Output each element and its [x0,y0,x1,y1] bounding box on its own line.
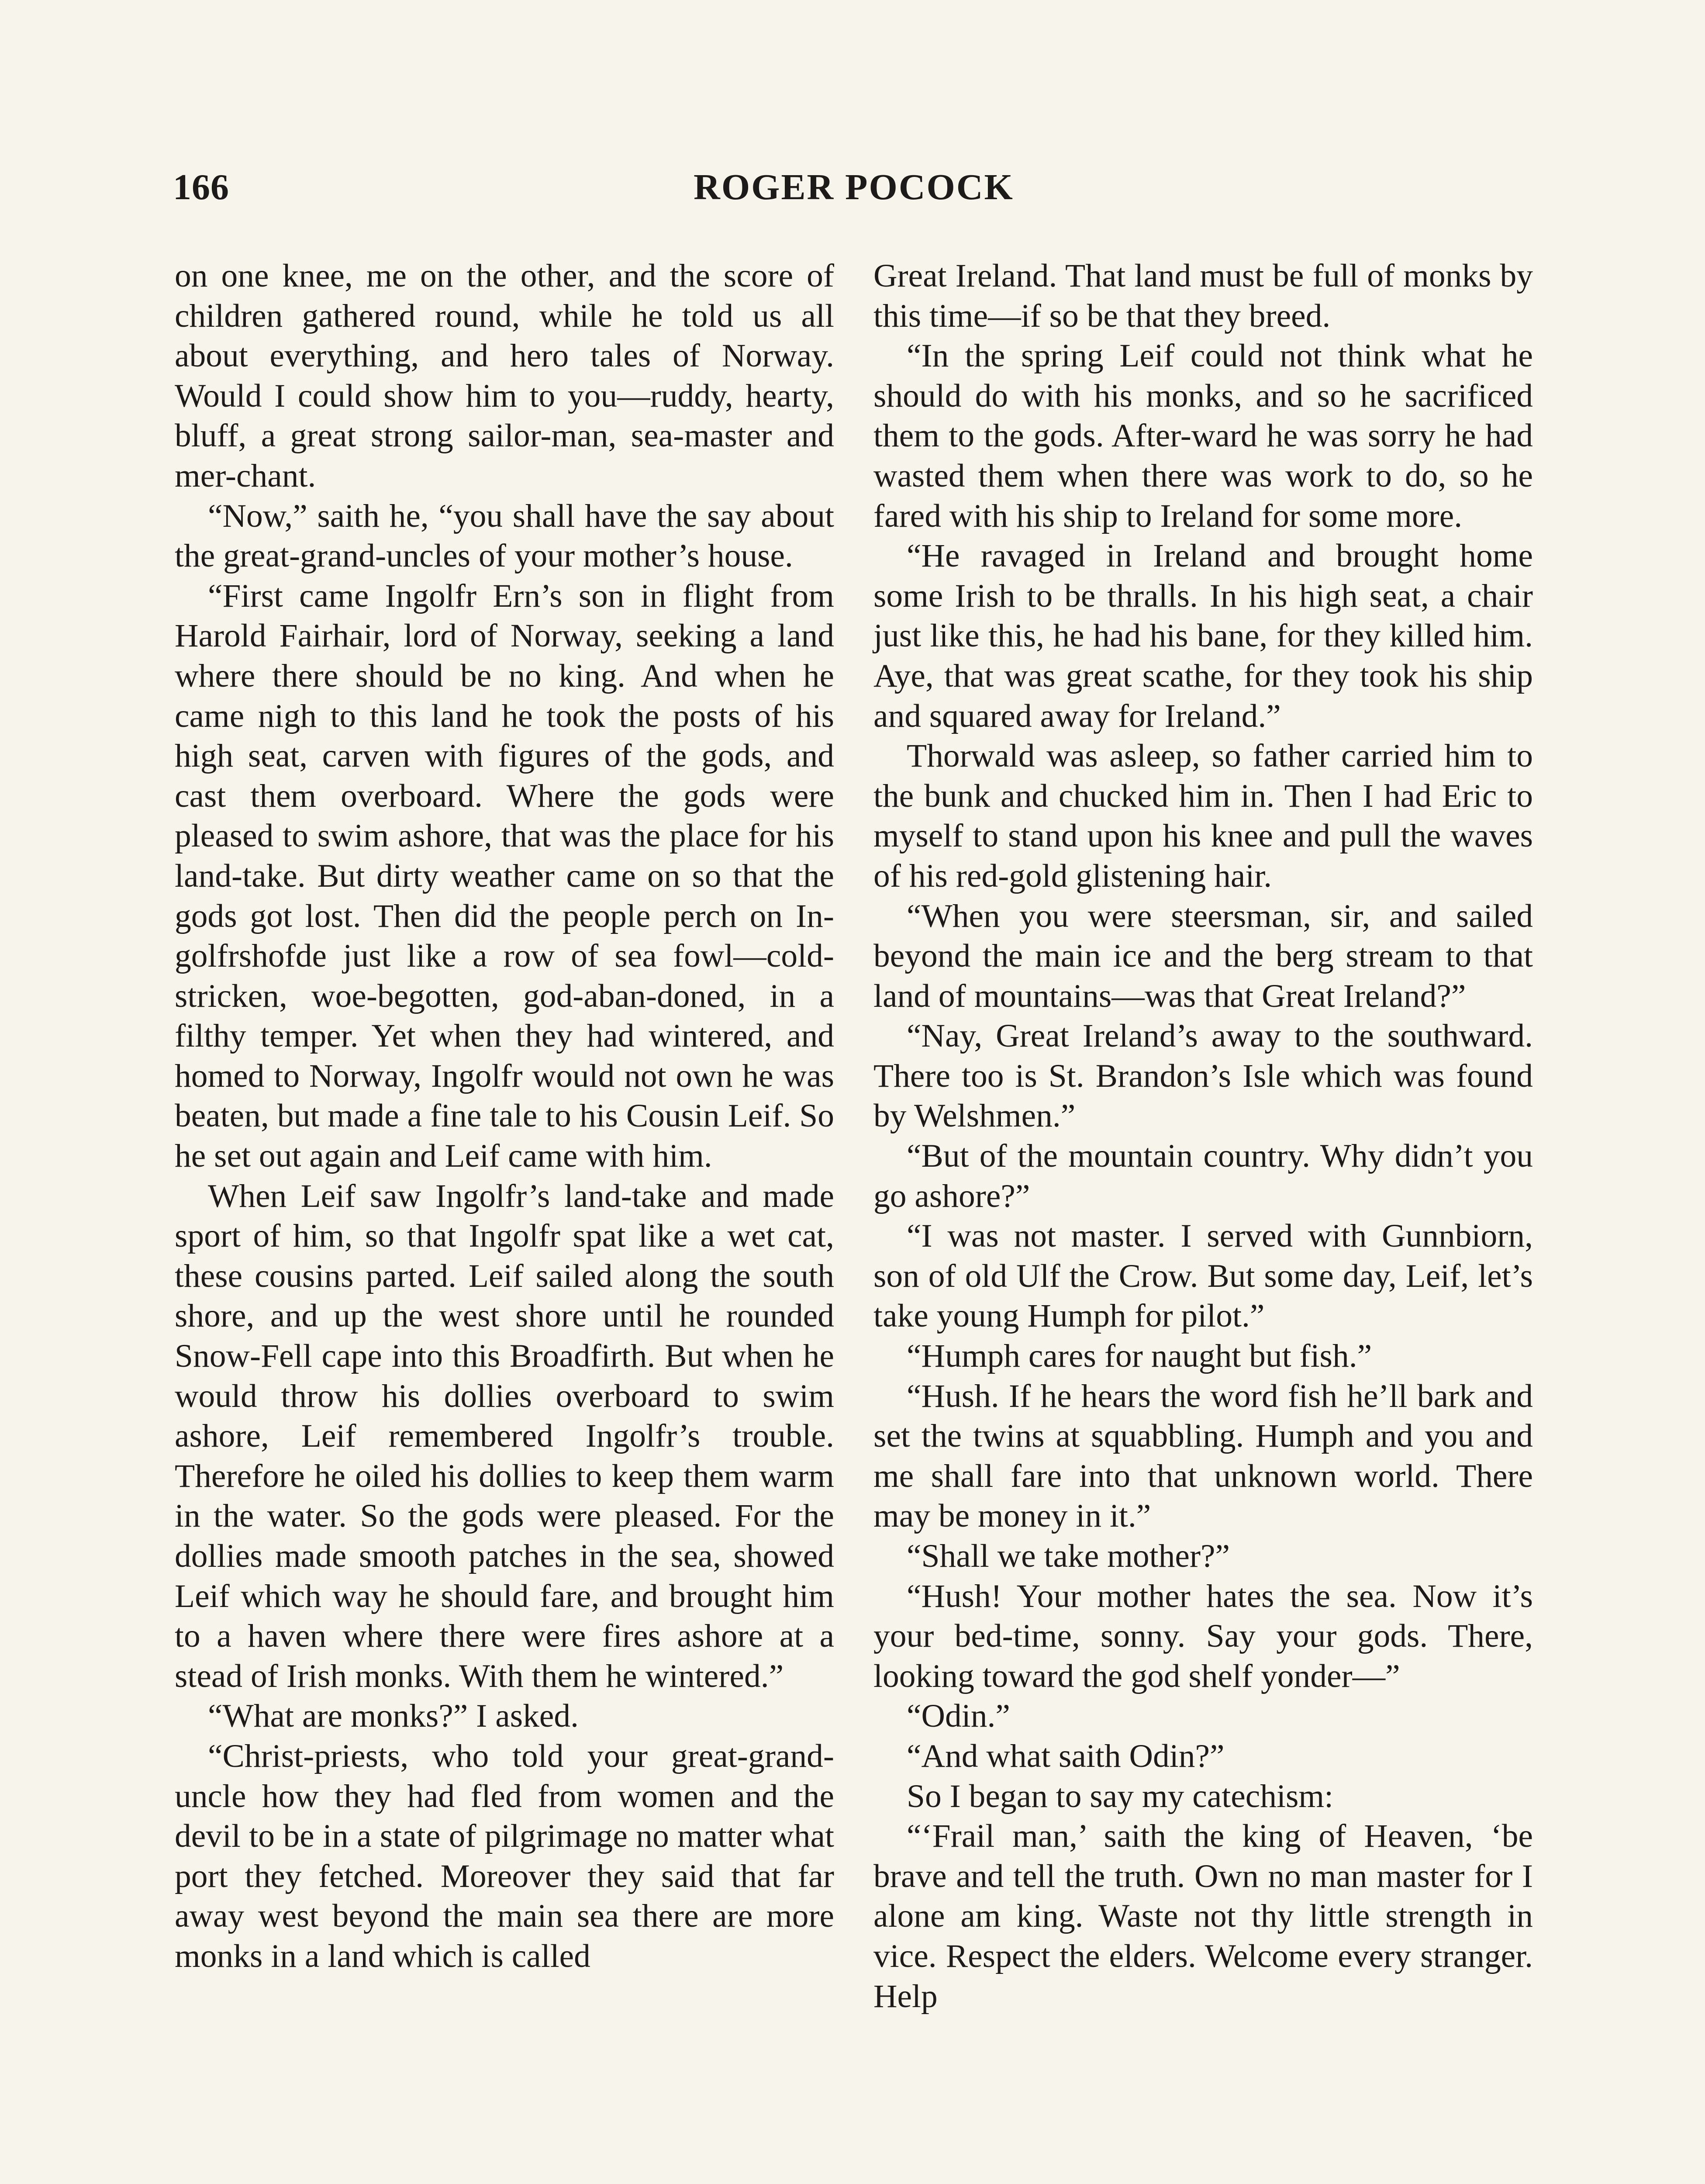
paragraph: “Now,” saith he, “you shall have the say about the great-grand-uncles of your mother’s house. [175,498,834,574]
paragraph: “Hush. If he hears the word fish he’ll bark and set the twins at squabbling. Humph and you and me shall fare into that unknown world. There may be money in it.” [873,1378,1533,1534]
paragraph: Great Ireland. That land must be full of monks by this time—if so be that they breed. [873,258,1533,334]
paragraph: “He ravaged in Ireland and brought home some Irish to be thralls. In his high seat, a chair just like this, he had his bane, for they killed him. Aye, that was great scathe, for they took his ship and squared away for Ireland.” [873,538,1533,734]
paragraph: “In the spring Leif could not think what he should do with his monks, and so he sacrificed them to the gods. After-ward he was sorry he had wasted them when there was work to do, so he fared with his ship to Ireland for some more. [873,338,1533,534]
paragraph: “First came Ingolfr Ern’s son in flight from Harold Fairhair, lord of Norway, seeking a land where there should be no king. And when he came nigh to this land he took the posts of his high seat, carven with figures of the gods, and cast them overboard. Where the gods were pleased to swim ashore, that was the place for his land-take. But dirty weather came on so that the gods got lost. Then did the people perch on In-golfrshofde just like a row of sea fowl—cold-stricken, woe-begotten, god-aban-doned, in a filthy temper. Yet when they had wintered, and homed to Norway, Ingolfr would not own he was beaten, but made a fine tale to his Cousin Leif. So he set out again and Leif came with him. [175,577,834,1175]
paragraph: “What are monks?” I asked. [208,1698,579,1735]
paragraph: So I began to say my catechism: [907,1778,1334,1814]
page-number: 166 [173,167,229,207]
paragraph: “Odin.” [907,1698,1010,1735]
paragraph: “Christ-priests, who told your great-grand-uncle how they had fled from women and the devil to be in a state of pilgrimage no matter what port they fetched. Moreover they said that far away west beyond the main sea there are more monks in a land which is called [175,1738,834,1974]
paragraph: “Humph cares for naught but fish.” [907,1338,1372,1375]
page-header [173,166,1535,214]
running-head: ROGER POCOCK [694,167,1014,207]
paragraph: When Leif saw Ingolfr’s land-take and made sport of him, so that Ingolfr spat like a wet cat, these cousins parted. Leif sailed along the south shore, and up the west shore until he rounded Snow-Fell cape into this Broadfirth. But when he would throw his dollies overboard to swim ashore, Leif remembered Ingolfr’s trouble. Therefore he oiled his dollies to keep them warm in the water. So the gods were pleased. For the dollies made smooth patches in the sea, showed Leif which way he should fare, and brought him to a haven where there were fires ashore at a stead of Irish monks. With them he wintered.” [175,1178,834,1694]
paragraph: “When you were steersman, sir, and sailed beyond the main ice and the berg stream to that land of mountains—was that Great Ireland?” [873,898,1533,1014]
paragraph: “Hush! Your mother hates the sea. Now it’s your bed-time, sonny. Say your gods. There, looking toward the god shelf yonder—” [873,1578,1533,1694]
paragraph: “Nay, Great Ireland’s away to the southward. There too is St. Brandon’s Isle which was found by Welshmen.” [873,1018,1533,1134]
right-column [873,256,1533,2184]
paragraph: on one knee, me on the other, and the score of children gathered round, while he told us all about everything, and hero tales of Norway. Would I could show him to you—ruddy, hearty, bluff, a great strong sailor-man, sea-master and mer-chant. [175,258,834,494]
paragraph: “I was not master. I served with Gunnbiorn, son of old Ulf the Crow. But some day, Leif, let’s take young Humph for pilot.” [873,1218,1533,1334]
paragraph: “But of the mountain country. Why didn’t you go ashore?” [873,1138,1533,1214]
paragraph: “Shall we take mother?” [907,1538,1230,1574]
paragraph: “And what saith Odin?” [907,1738,1225,1774]
paragraph: “‘Frail man,’ saith the king of Heaven, ‘be brave and tell the truth. Own no man master for I alone am king. Waste not thy little strength in vice. Respect the elders. Welcome every stranger. Help [873,1818,1533,2015]
left-column [175,256,834,2184]
paragraph: Thorwald was asleep, so father carried him to the bunk and chucked him in. Then I had Eric to myself to stand upon his knee and pull the waves of his red-gold glistening hair. [873,738,1533,894]
